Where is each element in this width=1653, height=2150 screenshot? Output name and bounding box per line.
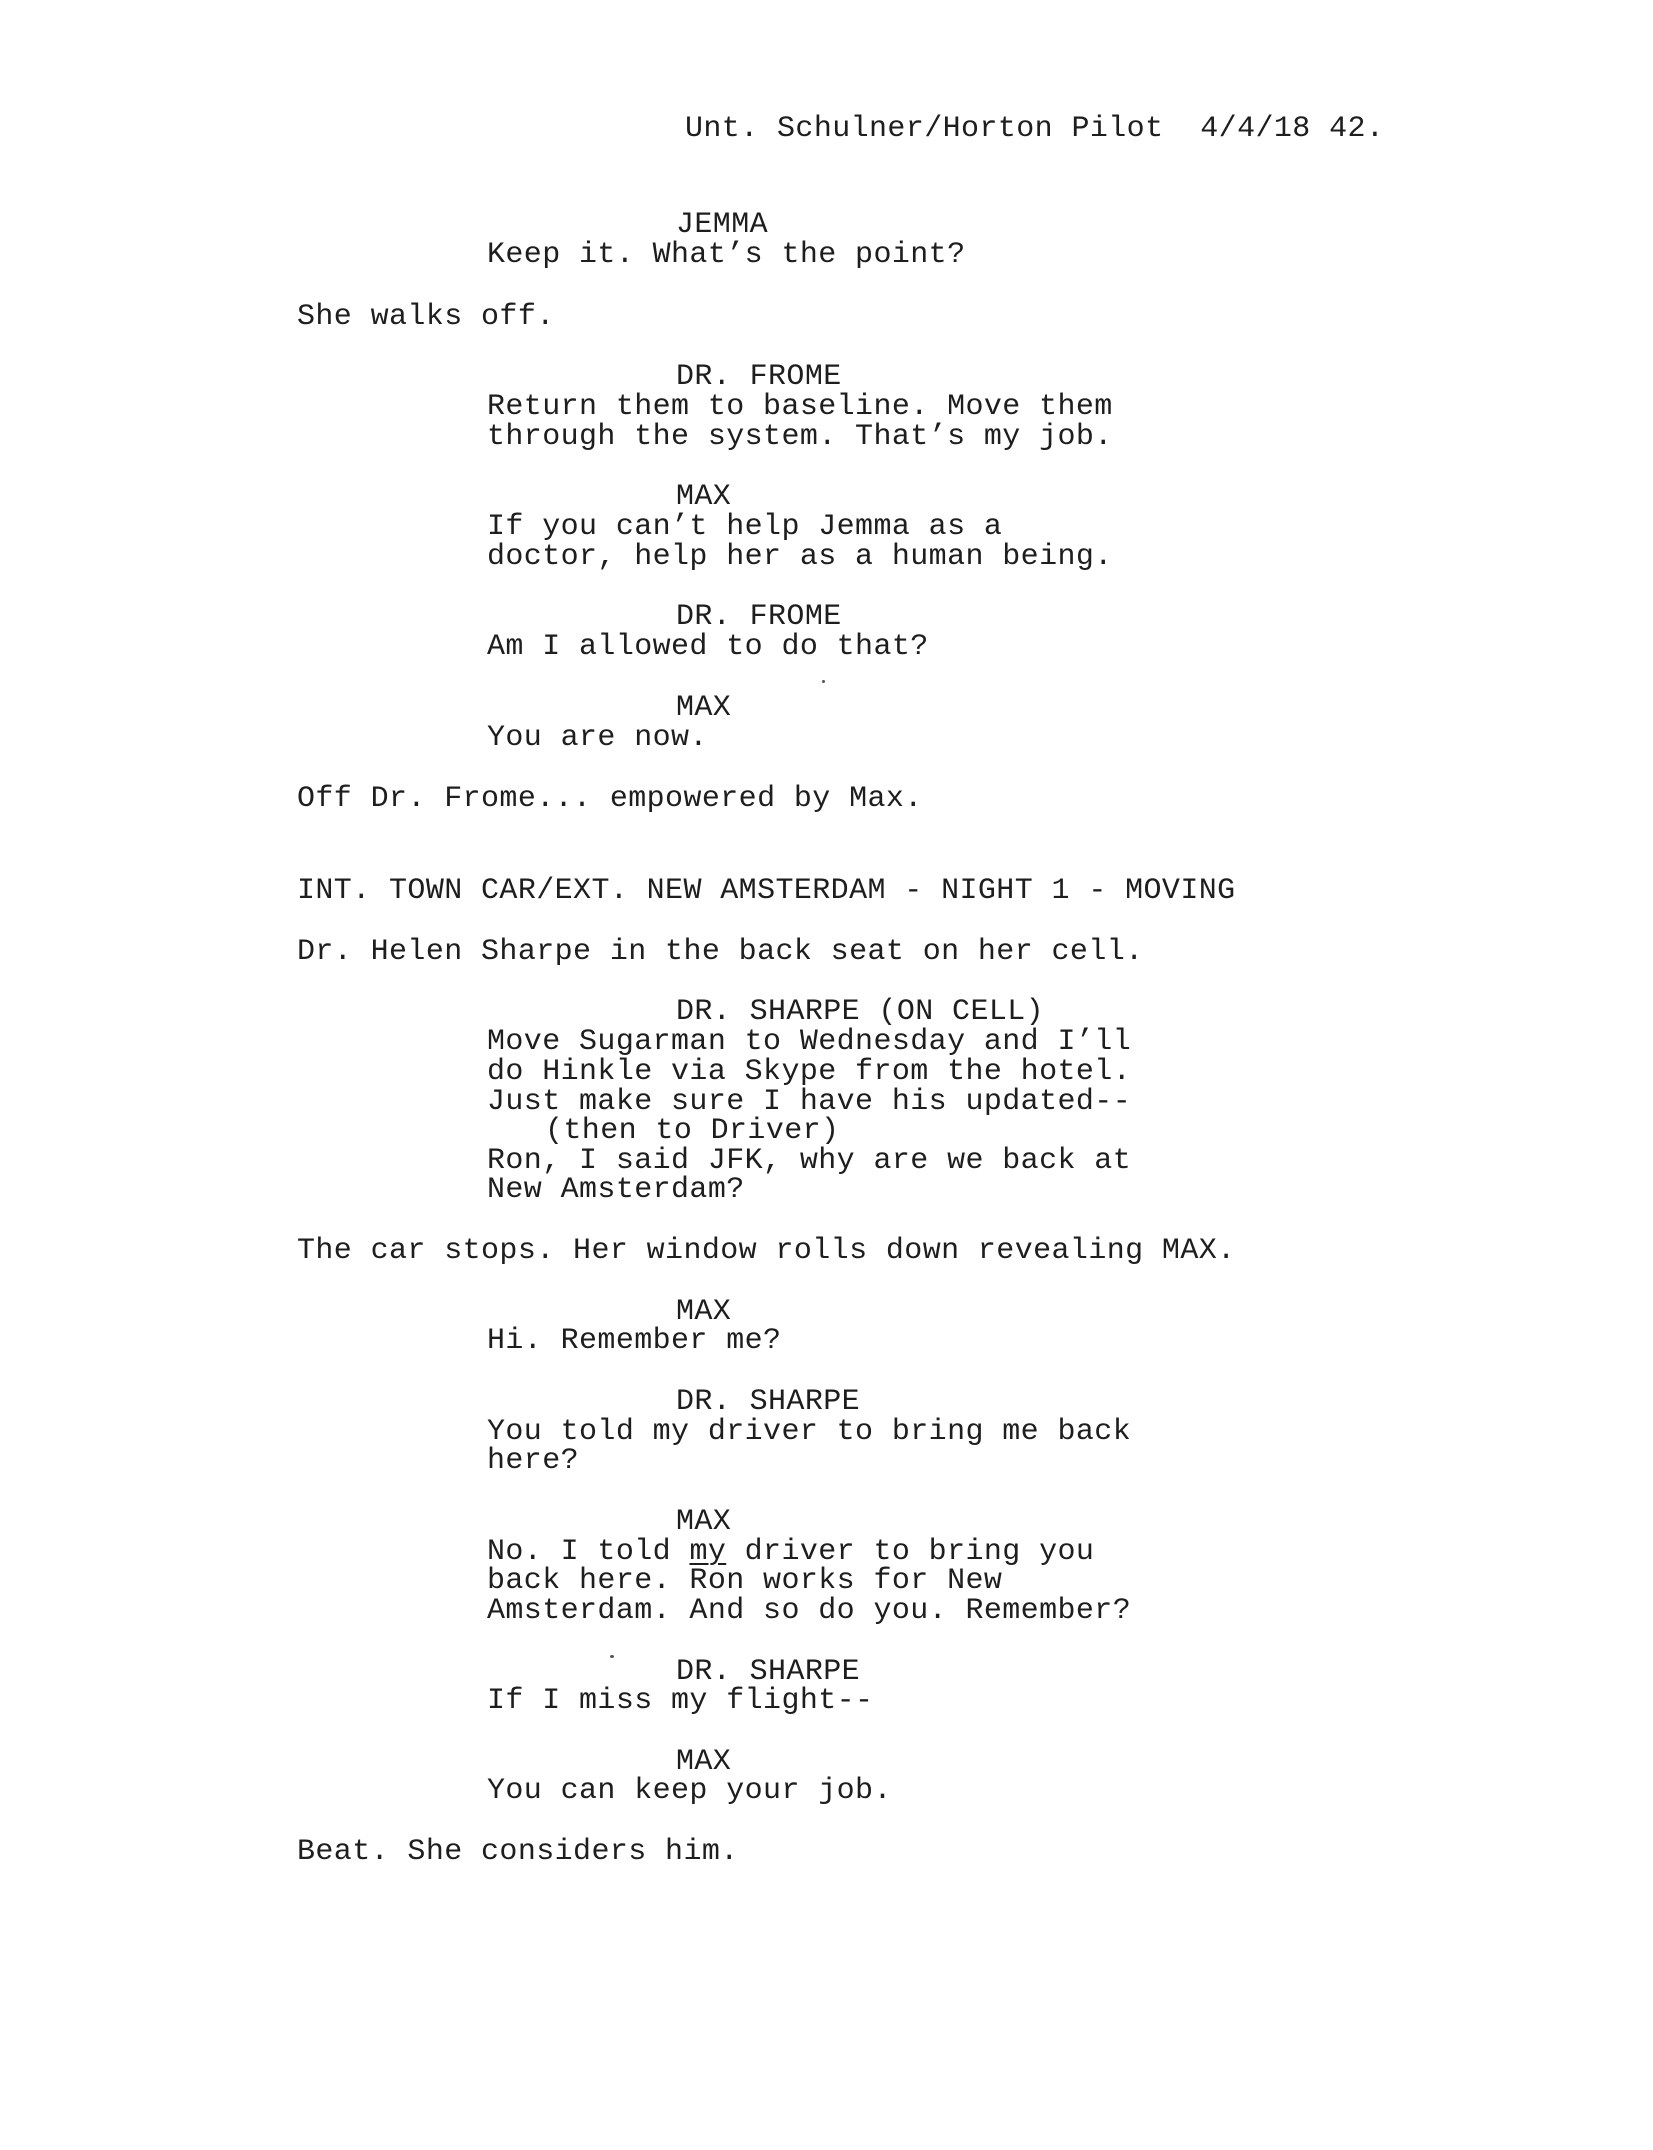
dialogue-line: If you can’t help Jemma as a [487, 510, 1003, 544]
action-line: The car stops. Her window rolls down revealing MAX. [297, 1234, 1236, 1268]
parenthetical: (then to Driver) [545, 1114, 840, 1148]
character-name: DR. FROME [676, 600, 842, 634]
dialogue-line [487, 1537, 1094, 1567]
action-line: Dr. Helen Sharpe in the back seat on her cell. [297, 935, 1144, 969]
dialogue-line: If I miss my flight-- [487, 1684, 874, 1718]
action-line: She walks off. [297, 300, 555, 334]
dialogue-line: Move Sugarman to Wednesday and I’ll [487, 1025, 1132, 1059]
dialogue-line: Just make sure I have his updated-- [487, 1085, 1132, 1119]
action-line: Off Dr. Frome... empowered by Max. [297, 782, 923, 816]
dialogue-line: You can keep your job. [487, 1774, 892, 1808]
dialogue-line: do Hinkle via Skype from the hotel. [487, 1055, 1132, 1089]
dialogue-fragment: driver to bring you [726, 1535, 1095, 1569]
dialogue-line: Amsterdam. And so do you. Remember? [487, 1594, 1132, 1628]
underlined-word: my [689, 1535, 727, 1569]
character-name: DR. SHARPE (ON CELL) [676, 995, 1045, 1029]
dialogue-line: here? [487, 1444, 580, 1478]
character-name: JEMMA [676, 208, 769, 242]
scan-speck [822, 680, 825, 683]
dialogue-line: Hi. Remember me? [487, 1324, 782, 1358]
dialogue-line: You told my driver to bring me back [487, 1415, 1132, 1449]
dialogue-line: You are now. [487, 721, 708, 755]
dialogue-line: doctor, help her as a human being. [487, 540, 1113, 574]
dialogue-line: Return them to baseline. Move them [487, 390, 1113, 424]
character-name: MAX [676, 1295, 732, 1329]
dialogue-line: Am I allowed to do that? [487, 630, 929, 664]
character-name: DR. SHARPE [676, 1655, 861, 1689]
dialogue-line: through the system. That’s my job. [487, 420, 1113, 454]
dialogue-line: back here. Ron works for New [487, 1564, 1003, 1598]
character-name: MAX [676, 1505, 732, 1539]
dialogue-fragment: No. I told [487, 1535, 690, 1569]
dialogue-line: Ron, I said JFK, why are we back at [487, 1144, 1132, 1178]
character-name: MAX [676, 1745, 732, 1779]
scene-heading: INT. TOWN CAR/EXT. NEW AMSTERDAM - NIGHT 1 - MOVING [297, 874, 1236, 908]
character-name: DR. FROME [676, 360, 842, 394]
scan-speck [610, 1655, 614, 1658]
page-header: Unt. Schulner/Horton Pilot 4/4/18 42. [685, 112, 1385, 146]
character-name: MAX [676, 691, 732, 725]
dialogue-line: New Amsterdam? [487, 1173, 745, 1207]
action-line: Beat. She considers him. [297, 1835, 739, 1869]
dialogue-line: Keep it. What’s the point? [487, 238, 966, 272]
character-name: MAX [676, 480, 732, 514]
character-name: DR. SHARPE [676, 1385, 861, 1419]
